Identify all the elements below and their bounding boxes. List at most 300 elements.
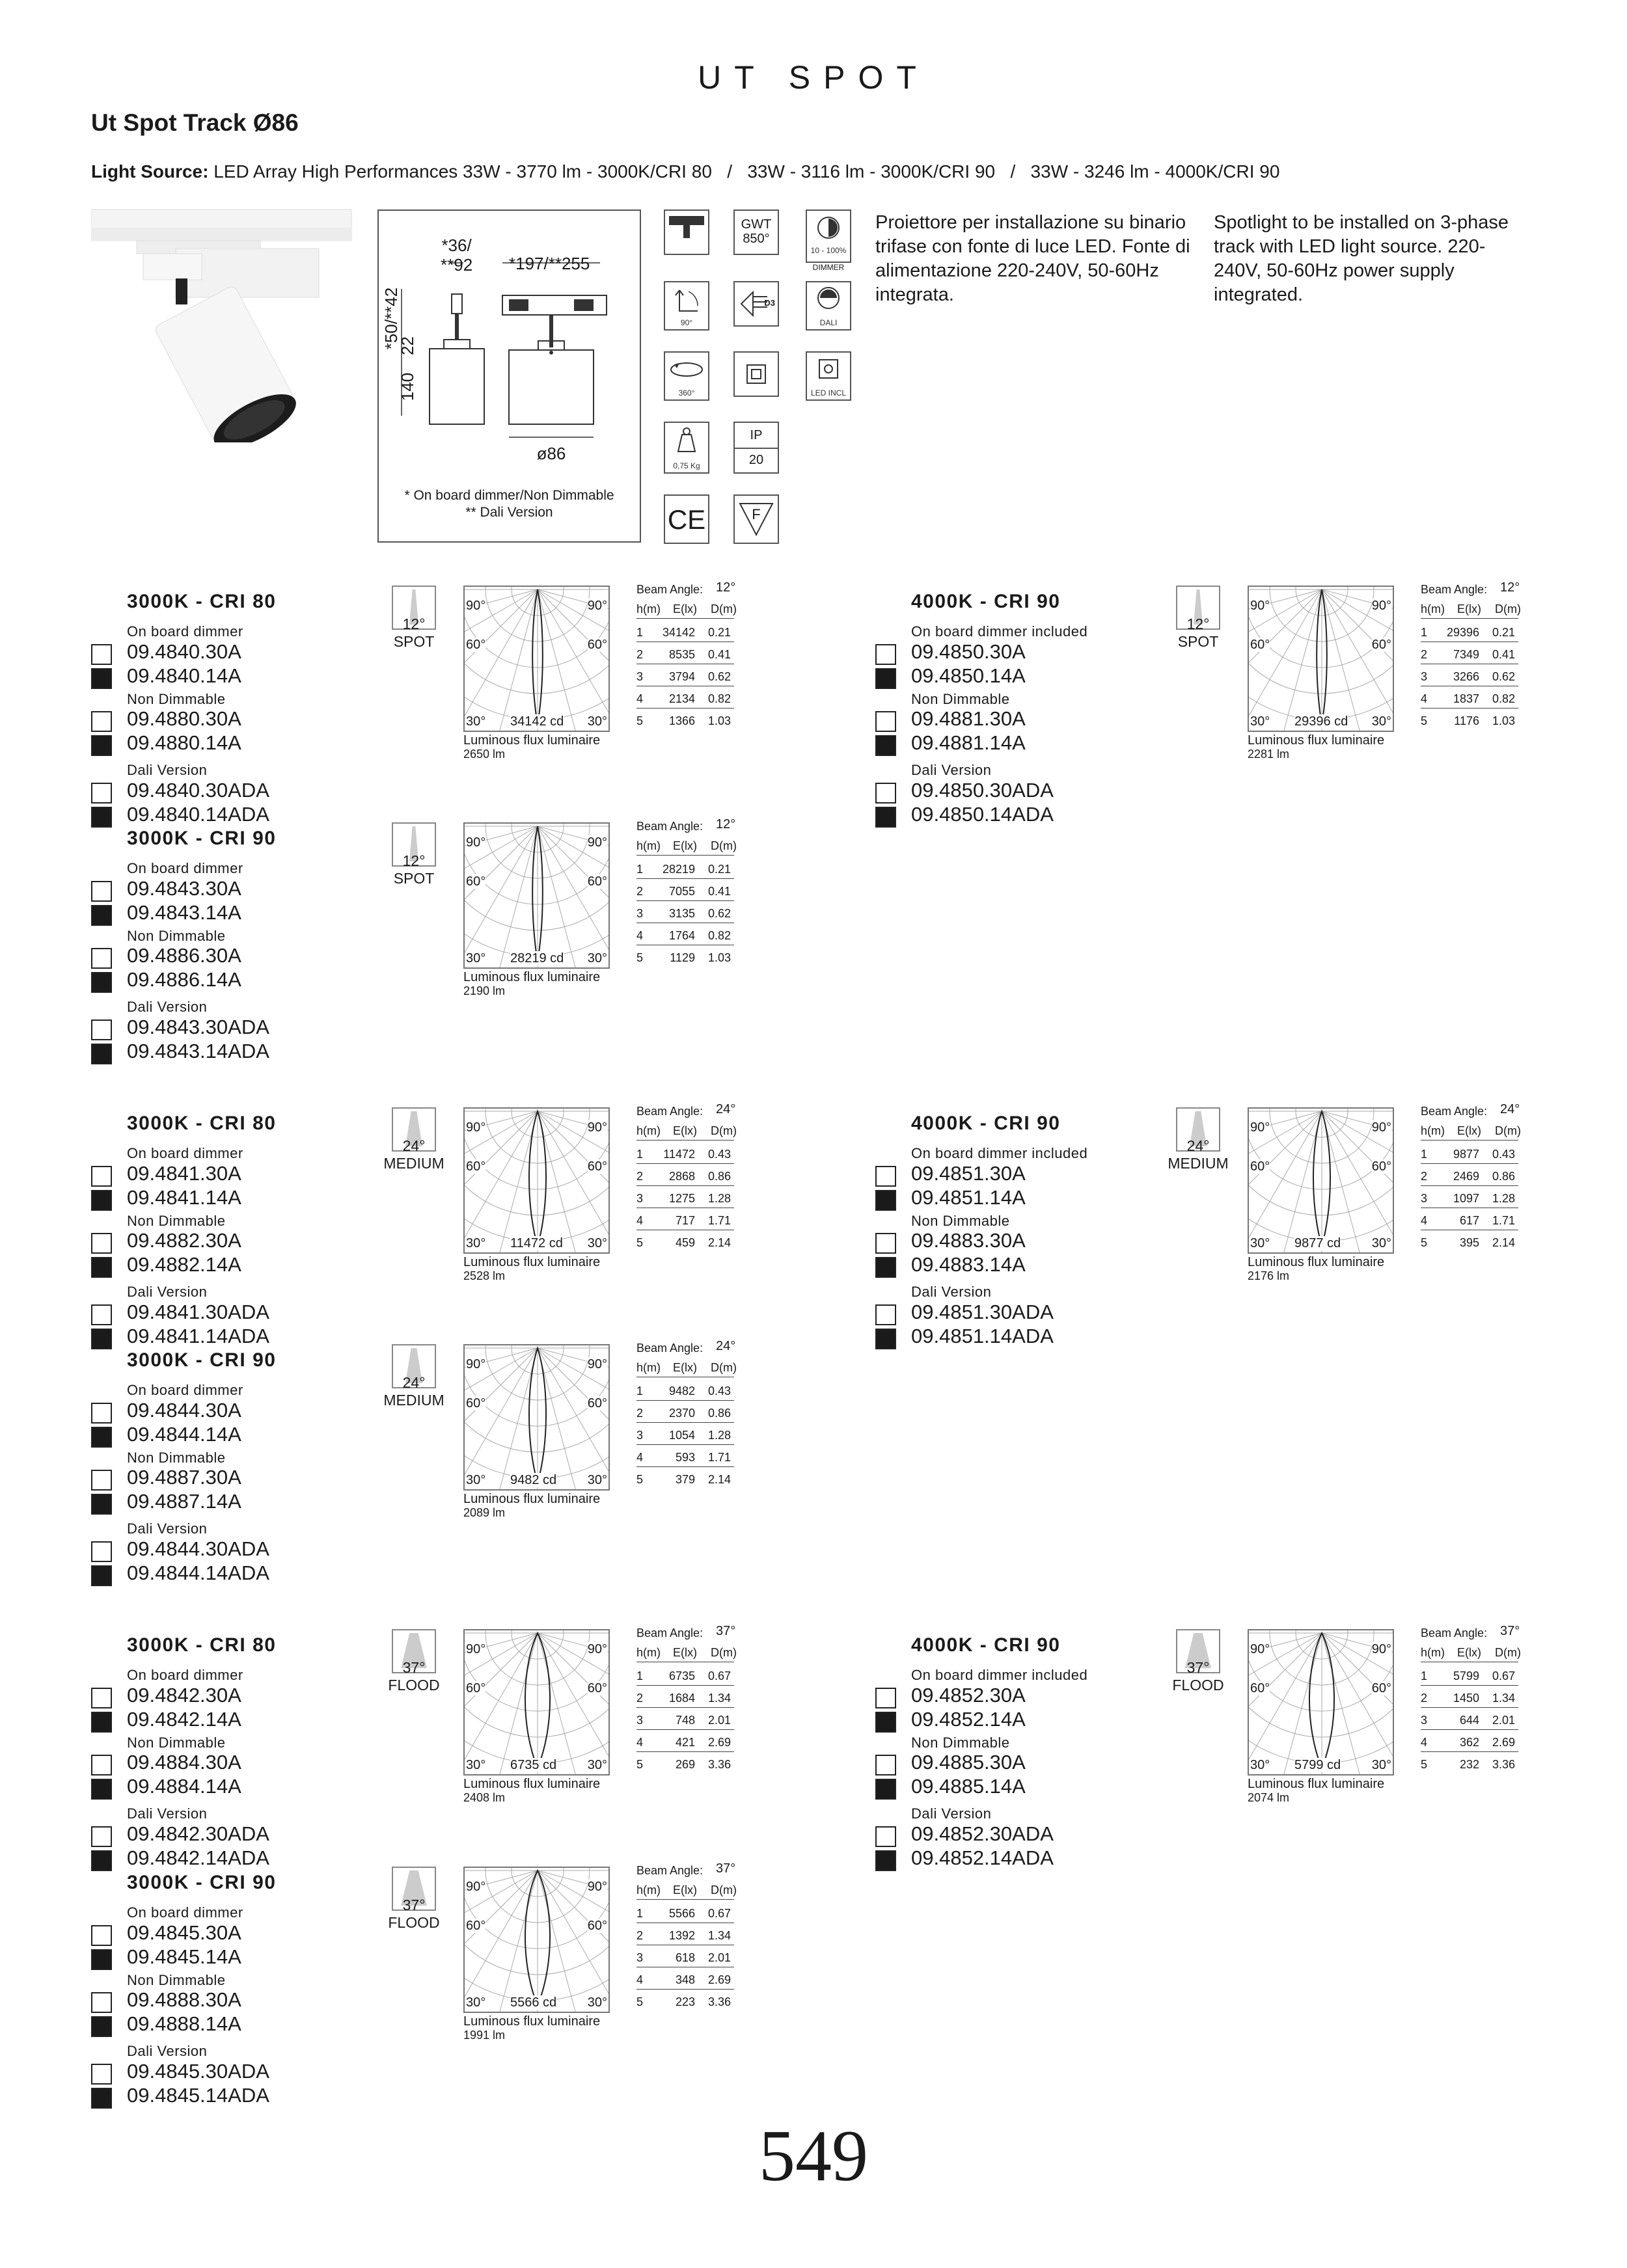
polar-diagram	[463, 1107, 610, 1254]
cell-h: 1	[636, 626, 644, 639]
product-code: 09.4843.30ADA	[127, 1016, 269, 1038]
cell-e: 1176	[1454, 714, 1479, 727]
product-code: 09.4843.30A	[127, 877, 241, 900]
finish-swatch-black	[91, 905, 112, 926]
cell-h: 2	[636, 1692, 644, 1705]
cell-d: 0.21	[708, 626, 731, 639]
cell-e: 1054	[668, 1429, 695, 1442]
col-h: h(m)	[636, 1361, 661, 1374]
product-code: 09.4840.30ADA	[127, 779, 269, 802]
dim-d: ø86	[536, 444, 566, 463]
table-row	[636, 1170, 734, 1186]
beam-angle-value: 24°	[716, 1339, 736, 1353]
finish-swatch-white	[91, 1470, 112, 1491]
product-code: 09.4851.14A	[911, 1186, 1026, 1209]
section-header: 3000K - CRI 80	[127, 1634, 277, 1656]
section-header: 3000K - CRI 90	[127, 1349, 277, 1371]
angle-label-60-right: 60°	[587, 874, 607, 889]
table-row	[636, 1995, 734, 2011]
col-h: h(m)	[1421, 602, 1445, 615]
flux-value: 2281 lm	[1248, 748, 1290, 761]
beam-angle-value: 37°	[716, 1624, 736, 1638]
finish-swatch-black	[875, 1190, 896, 1211]
table-row	[1421, 1170, 1518, 1186]
group-label: On board dimmer	[127, 623, 243, 640]
beam-angle-value: 12°	[716, 817, 736, 831]
angle-label-60-right: 60°	[1371, 1159, 1391, 1174]
finish-swatch-black	[91, 1850, 112, 1871]
dimmer-range-label: 10 - 100%	[810, 246, 847, 255]
peak-intensity: 29396 cd	[1294, 714, 1348, 729]
angle-label-90-left: 90°	[466, 599, 486, 613]
col-d: D(m)	[1495, 602, 1521, 615]
beam-angle-label: Beam Angle:	[636, 1864, 704, 1877]
cell-e: 11472	[663, 1148, 695, 1161]
product-code: 09.4842.30ADA	[127, 1822, 269, 1845]
peak-intensity: 5566 cd	[510, 1995, 557, 2010]
cell-h: 3	[1421, 670, 1428, 683]
peak-intensity: 5799 cd	[1294, 1758, 1341, 1772]
table-row	[636, 648, 734, 664]
table-row	[636, 1951, 734, 1967]
cell-d: 1.28	[1492, 1192, 1516, 1205]
cell-d: 1.71	[708, 1451, 731, 1464]
table-row	[1421, 1192, 1518, 1208]
product-code: 09.4852.14ADA	[911, 1846, 1054, 1869]
cell-e: 5566	[668, 1907, 695, 1920]
table-row	[636, 1692, 734, 1708]
table-row	[636, 863, 734, 879]
group-label: On board dimmer included	[911, 1145, 1088, 1161]
light-source-text: LED Array High Performances 33W - 3770 lm - 3000K/CRI 80 / 33W - 3116 lm - 3000K/CRI 90 / 33W - 3246 lm - 4000K/CRI 90	[208, 161, 1280, 182]
product-code: 09.4881.30A	[911, 707, 1026, 730]
flux-value: 2074 lm	[1248, 1791, 1290, 1804]
angle-label-30-left: 30°	[466, 1758, 486, 1772]
cell-h: 1	[1421, 626, 1428, 639]
product-title: Ut Spot Track Ø86	[91, 109, 299, 136]
table-row	[1421, 692, 1518, 709]
finish-swatch-white	[875, 1826, 896, 1847]
cell-d: 0.43	[708, 1148, 731, 1161]
col-d: D(m)	[711, 602, 737, 615]
finish-swatch-black	[91, 2088, 112, 2109]
group-label: Dali Version	[127, 999, 208, 1015]
polar-diagram	[463, 822, 610, 969]
description-english: Spotlight to be installed on 3-phase track with LED light source. 220-240V, 50-60Hz power supply integrated.	[1214, 212, 1509, 305]
section-header: 4000K - CRI 90	[911, 1113, 1061, 1134]
section-header: 4000K - CRI 90	[911, 1634, 1061, 1656]
cell-e: 1097	[1453, 1192, 1479, 1205]
cell-e: 1129	[670, 951, 695, 964]
angle-label-90-left: 90°	[1250, 1120, 1270, 1135]
finish-swatch-black	[875, 1329, 896, 1349]
flux-label: Luminous flux luminaire	[463, 1777, 601, 1791]
cell-e: 1837	[1453, 692, 1479, 705]
col-e: E(lx)	[673, 1646, 697, 1659]
cell-e: 1684	[668, 1692, 695, 1705]
flux-value: 1991 lm	[463, 2029, 506, 2042]
group-label: Non Dimmable	[127, 1450, 226, 1466]
beam-angle-label: Beam Angle:	[1421, 583, 1488, 596]
illuminance-table	[1421, 1102, 1525, 1271]
product-code: 09.4888.30A	[127, 1988, 241, 2011]
flux-label: Luminous flux luminaire	[1248, 1777, 1385, 1791]
cell-h: 2	[636, 885, 644, 898]
group-label: On board dimmer	[127, 1904, 243, 1921]
ce-icon	[664, 494, 709, 544]
finish-swatch-white	[91, 1233, 112, 1254]
table-row	[636, 1236, 734, 1252]
table-row	[636, 1473, 734, 1489]
product-code: 09.4884.14A	[127, 1775, 241, 1798]
finish-swatch-white	[875, 783, 896, 803]
cell-h: 4	[636, 1736, 644, 1749]
cell-d: 2.01	[1492, 1714, 1516, 1727]
finish-swatch-white	[875, 1304, 896, 1325]
cell-d: 1.34	[1492, 1692, 1516, 1705]
product-code: 09.4883.14A	[911, 1253, 1026, 1276]
col-d: D(m)	[711, 839, 737, 852]
table-row	[636, 1407, 734, 1423]
cell-e: 1392	[668, 1929, 695, 1942]
cell-h: 5	[636, 1236, 644, 1249]
cell-e: 7055	[668, 885, 695, 898]
product-code: 09.4840.30A	[127, 640, 241, 663]
cell-h: 3	[1421, 1192, 1428, 1205]
beam-angle-label: Beam Angle:	[636, 583, 704, 596]
illuminance-table	[636, 817, 741, 986]
cell-e: 459	[675, 1236, 695, 1249]
col-e: E(lx)	[673, 1124, 697, 1137]
flux-label: Luminous flux luminaire	[463, 1492, 601, 1506]
finish-swatch-black	[91, 1779, 112, 1800]
polar-diagram	[1248, 1107, 1394, 1254]
cell-h: 3	[636, 1429, 644, 1442]
cell-h: 5	[636, 1758, 644, 1771]
cell-h: 2	[636, 648, 644, 661]
table-row	[1421, 1669, 1518, 1686]
brand-title: UT SPOT	[698, 59, 929, 96]
flux-value: 2528 lm	[463, 1269, 506, 1282]
beam-angle-value: 37°	[716, 1861, 736, 1876]
table-header	[1421, 1124, 1521, 1141]
f-mark-icon	[733, 494, 779, 544]
finish-swatch-black	[91, 1949, 112, 1970]
cell-e: 269	[675, 1758, 695, 1771]
beam-angle-value: 24°	[1500, 1102, 1520, 1116]
finish-swatch-black	[91, 668, 112, 689]
peak-intensity: 6735 cd	[510, 1758, 557, 1772]
energy-label: D3	[764, 298, 775, 308]
product-code: 09.4850.30ADA	[911, 779, 1054, 802]
product-code: 09.4850.14ADA	[911, 803, 1054, 826]
group-label: Dali Version	[911, 1805, 992, 1822]
beam-type: SPOT	[393, 870, 435, 887]
product-code: 09.4843.14ADA	[127, 1040, 269, 1062]
angle-label-60-left: 60°	[466, 1159, 486, 1174]
product-code: 09.4887.30A	[127, 1466, 241, 1489]
beam-angle-value: 24°	[402, 1137, 426, 1154]
beam-type: MEDIUM	[383, 1155, 444, 1172]
cell-d: 0.41	[708, 648, 731, 661]
beam-type: FLOOD	[388, 1914, 440, 1931]
table-row	[636, 692, 734, 709]
product-code: 09.4888.14A	[127, 2012, 241, 2035]
cell-d: 0.67	[708, 1907, 731, 1920]
cell-h: 3	[636, 1951, 644, 1964]
product-code: 09.4886.14A	[127, 968, 241, 991]
dim-v3: 140	[398, 372, 418, 401]
finish-swatch-white	[91, 783, 112, 803]
finish-swatch-white	[91, 1688, 112, 1708]
cell-e: 6735	[668, 1669, 695, 1682]
table-row	[636, 1973, 734, 1990]
led-included-label: LED INCL	[810, 388, 847, 398]
finish-swatch-white	[91, 1019, 112, 1040]
finish-swatch-white	[91, 948, 112, 969]
cell-d: 0.82	[708, 692, 731, 705]
cell-h: 4	[636, 929, 644, 942]
angle-label-90-left: 90°	[1250, 599, 1270, 613]
table-row	[636, 1451, 734, 1467]
cell-h: 1	[636, 863, 644, 876]
table-row	[636, 1384, 734, 1401]
finish-swatch-black	[875, 668, 896, 689]
table-row	[1421, 714, 1518, 730]
col-h: h(m)	[636, 839, 661, 852]
flux-value: 2176 lm	[1248, 1269, 1290, 1282]
section-header: 4000K - CRI 90	[911, 591, 1061, 612]
angle-label-30-right: 30°	[1371, 714, 1391, 729]
ip-top: IP	[750, 428, 763, 442]
finish-swatch-white	[875, 1688, 896, 1708]
beam-type: MEDIUM	[383, 1392, 444, 1409]
cell-h: 1	[1421, 1669, 1428, 1682]
cell-e: 1764	[668, 929, 695, 942]
section-header: 3000K - CRI 90	[127, 1872, 277, 1893]
angle-label-60-right: 60°	[587, 1396, 607, 1411]
angle-label-90-right: 90°	[587, 1120, 607, 1135]
cell-d: 0.86	[1492, 1170, 1516, 1183]
dimmer-label: DIMMER	[812, 263, 845, 272]
table-row	[636, 885, 734, 901]
beam-type: SPOT	[1177, 633, 1219, 650]
cell-e: 2134	[668, 692, 695, 705]
angle-label-90-right: 90°	[1371, 1642, 1391, 1656]
cell-h: 5	[1421, 714, 1428, 727]
angle-label-60-left: 60°	[1250, 1159, 1270, 1174]
cell-h: 2	[1421, 1692, 1428, 1705]
cell-d: 0.86	[708, 1407, 731, 1420]
col-d: D(m)	[711, 1124, 737, 1137]
beam-angle-value: 12°	[1500, 580, 1520, 595]
beam-angle-value: 24°	[716, 1102, 736, 1116]
table-row	[636, 907, 734, 923]
group-label: Dali Version	[127, 1805, 208, 1822]
angle-label-90-left: 90°	[466, 1357, 486, 1371]
table-row	[636, 1907, 734, 1923]
polar-diagram	[463, 1629, 610, 1775]
col-e: E(lx)	[673, 839, 697, 852]
cell-h: 2	[636, 1929, 644, 1942]
angle-label-60-left: 60°	[466, 1919, 486, 1933]
group-label: Dali Version	[911, 1284, 992, 1300]
table-header	[636, 1646, 737, 1662]
table-row	[636, 1758, 734, 1774]
table-header	[1421, 1646, 1521, 1662]
cell-e: 1366	[668, 714, 695, 727]
peak-intensity: 34142 cd	[510, 714, 564, 729]
table-row	[1421, 1758, 1518, 1774]
cell-d: 0.67	[1492, 1669, 1516, 1682]
group-label: Dali Version	[127, 2043, 208, 2059]
col-h: h(m)	[1421, 1124, 1445, 1137]
tilt-icon	[664, 281, 709, 331]
polar-diagram	[1248, 586, 1394, 732]
finish-swatch-white	[91, 1826, 112, 1847]
product-code: 09.4844.14ADA	[127, 1561, 269, 1584]
angle-label-60-left: 60°	[1250, 1681, 1270, 1695]
flux-label: Luminous flux luminaire	[463, 733, 601, 748]
cell-d: 0.43	[708, 1384, 731, 1397]
table-row	[636, 1148, 734, 1164]
cell-h: 1	[636, 1148, 644, 1161]
flux-label: Luminous flux luminaire	[1248, 1255, 1385, 1269]
finish-swatch-white	[91, 1992, 112, 2013]
angle-label-90-left: 90°	[466, 835, 486, 850]
product-code: 09.4841.30A	[127, 1162, 241, 1185]
col-e: E(lx)	[673, 602, 697, 615]
product-code: 09.4842.14A	[127, 1708, 241, 1731]
cell-d: 3.36	[708, 1758, 731, 1771]
product-code: 09.4881.14A	[911, 731, 1026, 754]
peak-intensity: 28219 cd	[510, 951, 564, 965]
col-d: D(m)	[1495, 1124, 1521, 1137]
table-row	[1421, 1214, 1518, 1230]
cell-d: 0.62	[708, 907, 731, 920]
col-h: h(m)	[636, 602, 661, 615]
finish-swatch-white	[91, 644, 112, 665]
group-label: On board dimmer	[127, 1382, 243, 1398]
angle-label-30-left: 30°	[1250, 714, 1270, 729]
beam-angle-value: 24°	[1186, 1137, 1210, 1154]
group-label: Non Dimmable	[127, 691, 226, 707]
product-code: 09.4852.30A	[911, 1684, 1026, 1707]
table-row	[1421, 1692, 1518, 1708]
product-code: 09.4882.14A	[127, 1253, 241, 1276]
cell-h: 3	[636, 1192, 644, 1205]
cell-h: 5	[636, 1473, 644, 1486]
finish-swatch-black	[875, 807, 896, 828]
cell-e: 223	[675, 1995, 695, 2008]
beam-angle-label: Beam Angle:	[1421, 1105, 1488, 1118]
cell-h: 2	[636, 1170, 644, 1183]
cell-h: 5	[1421, 1236, 1428, 1249]
table-row	[636, 1669, 734, 1686]
cell-h: 2	[636, 1407, 644, 1420]
table-row	[636, 626, 734, 642]
group-label: Dali Version	[127, 762, 208, 778]
table-row	[636, 1429, 734, 1445]
cell-e: 7349	[1453, 648, 1479, 661]
product-code: 09.4882.30A	[127, 1229, 241, 1252]
tilt-label: 90°	[680, 318, 693, 327]
finish-swatch-black	[875, 1257, 896, 1278]
finish-swatch-white	[91, 1925, 112, 1946]
angle-label-90-right: 90°	[1371, 1120, 1391, 1135]
page-number: 549	[759, 2116, 868, 2196]
cell-e: 644	[1459, 1714, 1479, 1727]
table-row	[636, 1929, 734, 1945]
weight-icon	[664, 422, 709, 474]
angle-label-30-left: 30°	[466, 1995, 486, 2010]
cell-e: 618	[675, 1951, 695, 1964]
table-header	[636, 839, 737, 856]
cell-d: 0.41	[708, 885, 731, 898]
finish-swatch-black	[91, 1712, 112, 1733]
product-code: 09.4887.14A	[127, 1490, 241, 1513]
col-h: h(m)	[636, 1883, 661, 1897]
col-h: h(m)	[1421, 1646, 1445, 1659]
finish-swatch-black	[91, 735, 112, 756]
product-code: 09.4840.14A	[127, 664, 241, 687]
cell-d: 2.14	[708, 1236, 731, 1249]
col-d: D(m)	[711, 1361, 737, 1374]
finish-swatch-black	[875, 1779, 896, 1800]
energy-class-icon	[733, 281, 779, 327]
product-code: 09.4844.30A	[127, 1399, 241, 1422]
peak-intensity: 9877 cd	[1294, 1236, 1341, 1250]
finish-swatch-black	[875, 1712, 896, 1733]
product-code: 09.4845.30ADA	[127, 2060, 269, 2083]
finish-swatch-white	[91, 2064, 112, 2085]
drawing-note-2: ** Dali Version	[465, 505, 553, 520]
angle-label-30-right: 30°	[587, 1236, 607, 1250]
finish-swatch-white	[91, 711, 112, 732]
section-header: 3000K - CRI 90	[127, 828, 277, 849]
table-row	[636, 1736, 734, 1752]
table-row	[636, 951, 734, 967]
product-code: 09.4851.30A	[911, 1162, 1026, 1185]
finish-swatch-white	[875, 711, 896, 732]
table-header	[1421, 602, 1521, 619]
illuminance-table	[636, 1339, 741, 1508]
cell-d: 0.82	[708, 929, 731, 942]
cell-d: 0.62	[708, 670, 731, 683]
dali-label: DALI	[819, 318, 838, 327]
angle-label-30-left: 30°	[466, 1473, 486, 1487]
gwt-bottom: 850°	[743, 232, 770, 246]
dim-v2: 22	[397, 336, 417, 355]
angle-label-60-right: 60°	[587, 638, 607, 652]
angle-label-60-right: 60°	[1371, 638, 1391, 652]
angle-label-30-left: 30°	[466, 951, 486, 965]
cell-e: 717	[675, 1214, 695, 1227]
angle-label-30-left: 30°	[466, 1236, 486, 1250]
cell-h: 1	[636, 1907, 644, 1920]
product-code: 09.4883.30A	[911, 1229, 1026, 1252]
flux-label: Luminous flux luminaire	[463, 1255, 601, 1269]
table-row	[636, 1192, 734, 1208]
cell-h: 5	[636, 714, 644, 727]
table-row	[636, 714, 734, 730]
beam-angle-value: 37°	[402, 1897, 426, 1913]
gwt-top: GWT	[741, 217, 772, 232]
product-code: 09.4842.30A	[127, 1684, 241, 1707]
cell-d: 0.82	[1492, 692, 1516, 705]
cell-h: 3	[636, 670, 644, 683]
cell-d: 0.21	[708, 863, 731, 876]
